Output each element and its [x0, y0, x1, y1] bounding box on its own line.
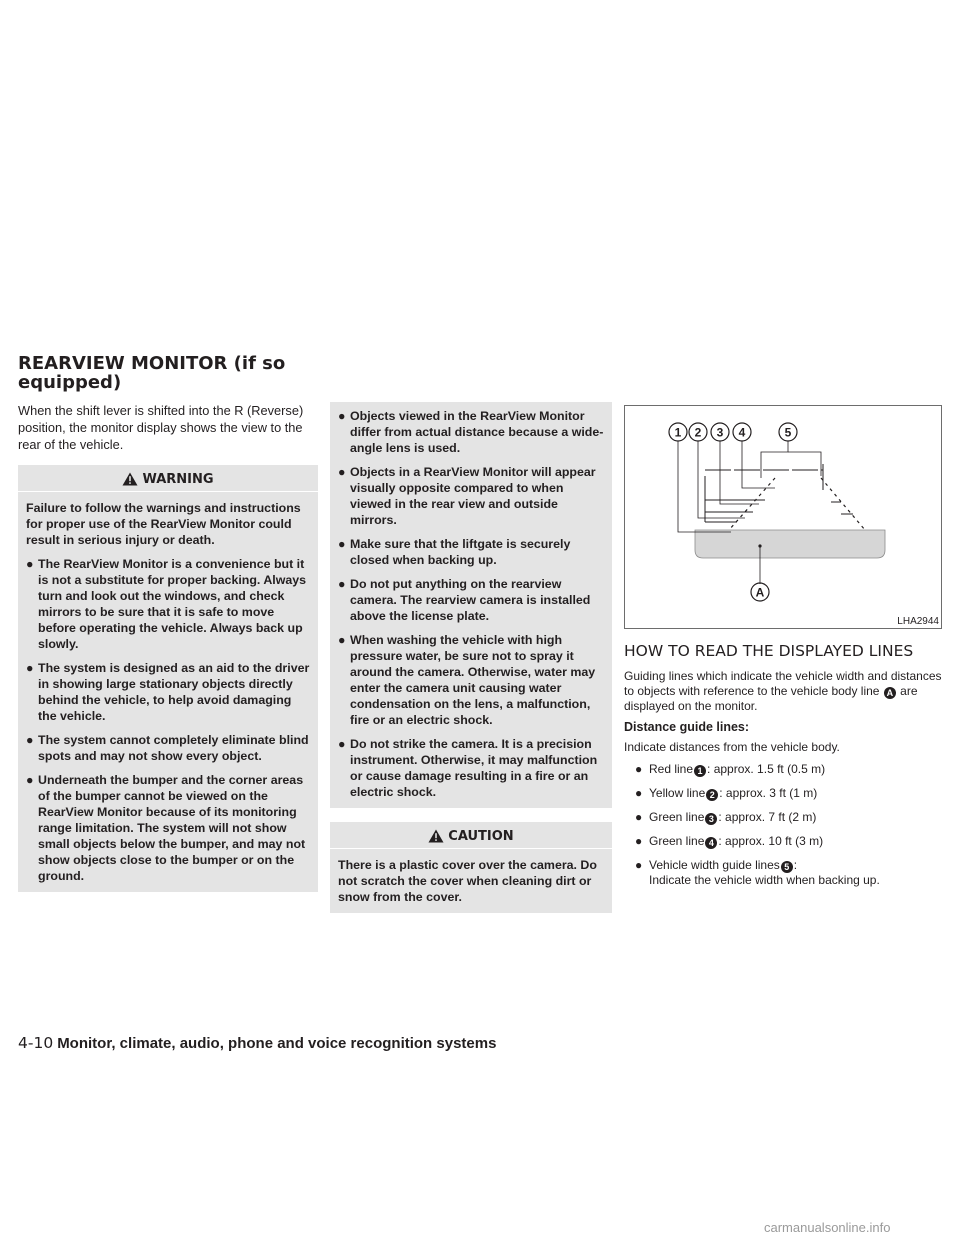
- caution-text: There is a plastic cover over the camera. Do not scratch the cover when cleaning dirt or snow from the cover.: [338, 858, 597, 904]
- list-item: ● Green line 4 : approx. 10 ft (3 m): [635, 834, 824, 848]
- section-title: REARVIEW MONITOR (if so equipped): [18, 353, 286, 393]
- distance-subheading: Distance guide lines:: [624, 720, 750, 734]
- column-1: [18, 402, 318, 892]
- caution-heading: [338, 828, 604, 844]
- warning-box-continued: [330, 402, 612, 808]
- leader-5a: [761, 441, 788, 478]
- callout-2-inline: 2: [706, 789, 718, 801]
- watermark: carmanualsonline.info: [764, 1220, 891, 1235]
- callout-5-inline: 5: [781, 861, 793, 873]
- warning-heading: [26, 471, 310, 487]
- warning-bullet: ● Objects viewed in the RearView Monitor differ from actual distance because a wide-angle lens is used.: [338, 409, 604, 455]
- list-item: ● Vehicle width guide lines 5 : Indicate the vehicle width when backing up.: [635, 858, 880, 887]
- warning-divider: [18, 491, 318, 492]
- callout-3-label: 3: [716, 425, 724, 440]
- leader-5b: [788, 452, 821, 476]
- column-3: [624, 405, 942, 897]
- how-to-heading: HOW TO READ THE DISPLAYED LINES: [624, 642, 914, 660]
- callout-1-label: 1: [674, 425, 682, 440]
- distance-lead: Indicate distances from the vehicle body.: [624, 740, 840, 754]
- list-item: ● Red line 1 : approx. 1.5 ft (0.5 m): [635, 762, 826, 776]
- figure-code: LHA2944: [897, 616, 939, 627]
- right-perspective-line: [821, 478, 865, 530]
- leader-3: [720, 441, 759, 504]
- how-to-paragraph: Guiding lines which indicate the vehicle width and distances to objects with reference to the vehicle body line A are displayed on the monitor.: [624, 669, 942, 713]
- caution-heading-text: CAUTION: [448, 828, 514, 844]
- column-2: [330, 402, 612, 913]
- chapter-title: Monitor, climate, audio, phone and voice recognition systems: [57, 1035, 497, 1052]
- warning-box: [18, 465, 318, 892]
- list-item: ● Yellow line 2 : approx. 3 ft (1 m): [635, 786, 818, 800]
- leader-A-dot: [758, 544, 761, 547]
- warning-bullet: ● The system is designed as an aid to the driver in showing large stationary objects directly behind the vehicle, to help avoid damaging the vehicle.: [26, 661, 310, 723]
- warning-bullet: ● Do not strike the camera. It is a precision instrument. Otherwise, it may malfunction or cause damage resulting in a fire or an electric shock.: [338, 737, 598, 799]
- bumper-area: [695, 530, 885, 558]
- caution-box: [330, 822, 612, 913]
- warning-heading-text: WARNING: [142, 471, 214, 487]
- callout-1-inline: 1: [694, 765, 706, 777]
- caution-triangle-icon: [428, 829, 444, 843]
- warning-triangle-icon: [122, 472, 138, 486]
- warning-lead: Failure to follow the warnings and instructions for proper use of the RearView Monitor could result in serious injury or death.: [26, 501, 301, 547]
- guide-lines-figure: [624, 405, 942, 629]
- callout-4-label: 4: [738, 425, 746, 440]
- callout-4-inline: 4: [705, 837, 717, 849]
- callout-3-inline: 3: [705, 813, 717, 825]
- intro-paragraph: When the shift lever is shifted into the R (Reverse) position, the monitor display shows the view to the rear of the vehicle.: [18, 403, 304, 452]
- callout-2-label: 2: [694, 425, 702, 440]
- warning-bullet: ● Objects in a RearView Monitor will appear visually opposite compared to when viewed in the rear view and outside mirrors.: [338, 465, 596, 527]
- warning-bullet: ● Make sure that the liftgate is securely closed when backing up.: [338, 537, 571, 567]
- warning-bullet: ● The RearView Monitor is a convenience but it is not a substitute for proper backing. Always turn and look out the windows, and check mirrors to be sure that it is safe to move before operating the vehicle. Always back up slowly.: [26, 557, 307, 651]
- list-item: ● Green line 3 : approx. 7 ft (2 m): [635, 810, 817, 824]
- guide-lines-diagram: [625, 406, 941, 628]
- callout-5-label: 5: [784, 425, 792, 440]
- callout-A-label: A: [755, 585, 765, 600]
- page-number: 4-10: [18, 1034, 54, 1052]
- leader-4: [742, 441, 775, 488]
- warning-bullet: ● The system cannot completely eliminate blind spots and may not show every object.: [26, 733, 309, 763]
- caution-divider: [330, 848, 612, 849]
- warning-bullet: ● Underneath the bumper and the corner areas of the bumper cannot be viewed on the RearView Monitor because of its monitoring range limitation. The system will not show small objects below the bumper, and may not show objects close to the bumper or on the ground.: [26, 773, 306, 883]
- callout-A-inline: A: [884, 687, 896, 699]
- warning-bullet: ● When washing the vehicle with high pressure water, be sure not to spray it around the camera. Otherwise, water may enter the camera unit causing water condensation on the lens, a malfunction, fire or an electric shock.: [338, 633, 596, 727]
- page-footer: [18, 1034, 496, 1053]
- warning-bullet: ● Do not put anything on the rearview camera. The rearview camera is installed above the license plate.: [338, 577, 591, 623]
